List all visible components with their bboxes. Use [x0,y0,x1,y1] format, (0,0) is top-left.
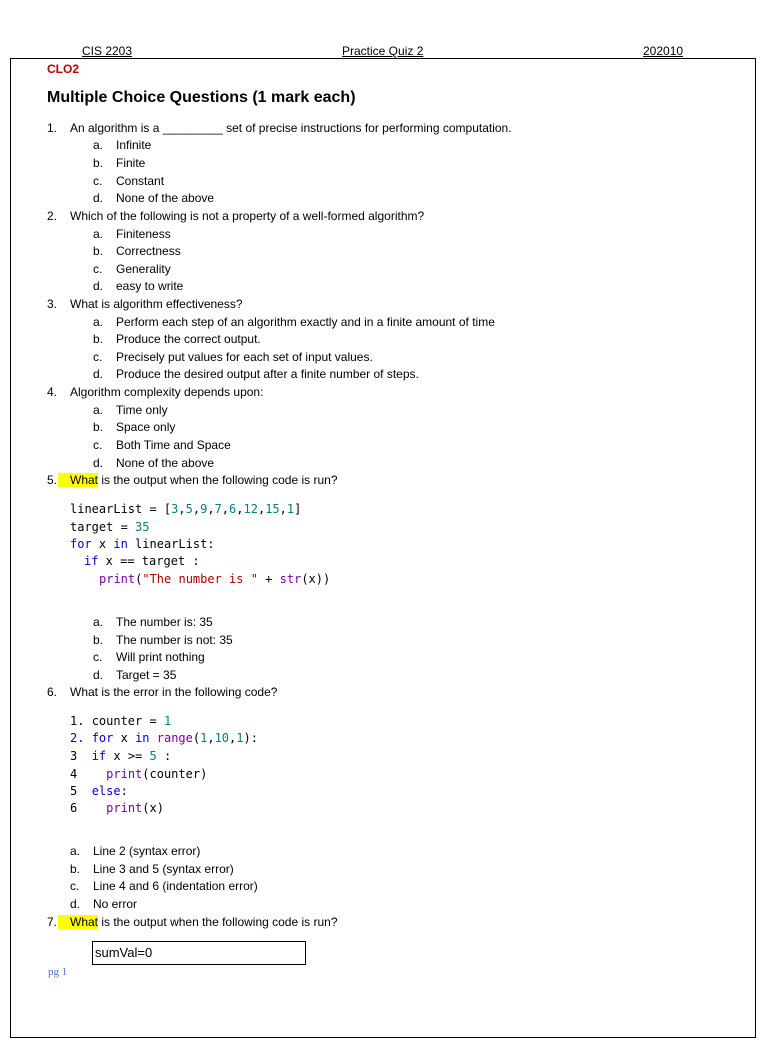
code-token: + [257,572,280,586]
q1-opt-a-letter: a. [93,138,104,152]
code-function: print [99,572,136,586]
code-keyword: in [135,731,150,745]
q5-code-line-2 [70,519,150,535]
code-function: str [279,572,302,586]
code-token: x [91,537,114,551]
code-number: 5 [149,749,157,763]
q3-opt-b-letter: b. [93,332,104,346]
code-token: x >= [106,749,150,763]
header-course: CIS 2203 [82,44,133,58]
q5-code-line-1: linearList = [3,5,9,7,6,12,15,1] [70,502,302,516]
code-number: 12 [243,502,258,516]
q3-opt-a-letter: a. [93,315,104,329]
q3-text: What is algorithm effectiveness? [70,297,243,311]
q5-opt-c: Will print nothing [116,650,205,664]
code-line-number: 1. [70,714,85,728]
code-keyword: for [91,731,114,745]
section-title: Multiple Choice Questions (1 mark each) [47,89,356,106]
code-token: linearList [70,502,143,516]
q1-opt-d-letter: d. [93,191,104,205]
q6-number: 6. [47,685,58,699]
q6-code-line-1 [70,713,171,729]
code-number: 35 [135,520,150,534]
q3-opt-c: Precisely put values for each set of input values. [116,350,373,364]
code-token: linearList: [127,537,215,551]
q2-number: 2. [47,209,58,223]
q3-opt-b: Produce the correct output. [116,332,261,346]
q5-opt-c-letter: c. [93,650,103,664]
q5-opt-d: Target = 35 [116,668,177,682]
q6-opt-c: Line 4 and 6 (indentation error) [93,879,258,893]
q2-opt-d-letter: d. [93,279,104,293]
code-token: (x) [142,801,164,815]
header-term: 202010 [643,44,684,58]
q4-opt-a-letter: a. [93,403,104,417]
code-number: 5 [185,502,193,516]
q3-number: 3. [47,297,58,311]
q1-opt-c: Constant [116,174,165,188]
code-number: 7 [214,502,222,516]
code-token: (x)) [301,572,331,586]
q7-text [58,914,338,930]
q6-code-line-2: 2. for x in range(1,10,1): [70,731,258,745]
code-number: 10 [214,731,230,745]
q1-opt-d: None of the above [116,191,215,205]
code-number: 1 [163,714,172,728]
code-line-number: 2. [70,731,85,745]
q2-opt-a-letter: a. [93,227,104,241]
code-function: print [106,801,143,815]
page-number: pg 1 [48,966,68,978]
header-title: Practice Quiz 2 [342,44,424,58]
code-number: 9 [200,502,208,516]
code-line-number: 3 [70,749,78,763]
q2-opt-d: easy to write [116,279,184,293]
q4-opt-d-letter: d. [93,456,104,470]
q1-opt-a: Infinite [116,138,152,152]
code-keyword: if [84,554,99,568]
q2-opt-c: Generality [116,262,171,276]
q5-code-line-4 [84,553,200,569]
q1-number: 1. [47,121,58,135]
q4-opt-c-letter: c. [93,438,103,452]
code-token: (counter) [142,767,208,781]
q7-code-box: sumVal=0 [92,941,306,965]
q6-opt-d-letter: d. [70,897,81,911]
code-number: 1 [286,502,295,516]
q3-opt-c-letter: c. [93,350,103,364]
code-function: print [106,767,143,781]
q1-opt-b: Finite [116,156,146,170]
q4-opt-d: None of the above [116,456,215,470]
code-number: 3 [171,502,179,516]
q5-opt-b-letter: b. [93,633,104,647]
q5-opt-a: The number is: 35 [116,615,213,629]
code-token: x [113,731,136,745]
q6-text: What is the error in the following code? [70,685,278,699]
q4-text: Algorithm complexity depends upon: [70,385,264,399]
q4-opt-a: Time only [116,403,168,417]
q4-opt-b: Space only [116,420,176,434]
q6-opt-d: No error [93,897,138,911]
q5-opt-d-letter: d. [93,668,104,682]
q6-opt-b-letter: b. [70,862,81,876]
q4-opt-b-letter: b. [93,420,104,434]
q2-text: Which of the following is not a property of a well-formed algorithm? [70,209,425,223]
q6-opt-b: Line 3 and 5 (syntax error) [93,862,234,876]
q5-code-line-5 [99,571,330,587]
q6-code-line-6 [70,800,164,816]
q5-opt-a-letter: a. [93,615,104,629]
code-line-number: 4 [70,767,78,781]
q5-code-line-3 [70,536,215,552]
q6-opt-c-letter: c. [70,879,80,893]
code-line-number: 5 [70,784,78,798]
q4-number: 4. [47,385,58,399]
q5-highlight: What [58,473,98,487]
code-token: target [70,520,114,534]
code-line-number: 6 [70,801,78,815]
q6-code-line-3 [70,748,171,764]
q5-text-rest: is the output when the following code is run? [98,473,338,487]
q6-code-line-4 [70,766,207,782]
q5-text [58,472,338,488]
q3-opt-a: Perform each step of an algorithm exactly and in a finite amount of time [116,315,495,329]
q5-opt-b: The number is not: 35 [116,633,233,647]
code-keyword: in [113,537,128,551]
q2-opt-b-letter: b. [93,244,104,258]
clo-label: CLO2 [47,62,80,76]
code-token: = [113,520,136,534]
q6-opt-a: Line 2 (syntax error) [93,844,201,858]
q5-number: 5. [47,473,58,487]
code-string: "The number is " [142,572,258,586]
q1-text: An algorithm is a _________ set of precise instructions for performing computation. [70,121,512,135]
q4-opt-c: Both Time and Space [116,438,231,452]
q6-code-line-5: 5 else: [70,784,128,798]
code-function: range [149,731,193,745]
code-token: x == target : [98,554,200,568]
code-keyword: for [70,537,92,551]
code-token: = [ [142,502,172,516]
code-number: 1 [200,731,208,745]
q7-text-rest: is the output when the following code is run? [98,915,338,929]
q2-opt-b: Correctness [116,244,181,258]
q3-opt-d: Produce the desired output after a finite number of steps. [116,367,419,381]
code-keyword: if [91,749,107,763]
q7-highlight: What [58,915,98,929]
q1-opt-c-letter: c. [93,174,103,188]
q2-opt-a: Finiteness [116,227,171,241]
code-keyword: else [91,784,121,798]
code-token: : [156,749,172,763]
q2-opt-c-letter: c. [93,262,103,276]
code-token: ( [135,572,143,586]
code-token: counter = [91,714,164,728]
code-number: 15 [265,502,280,516]
q3-opt-d-letter: d. [93,367,104,381]
q6-opt-a-letter: a. [70,844,81,858]
q1-opt-b-letter: b. [93,156,104,170]
code-number: 1 [236,731,244,745]
q7-number: 7. [47,915,58,929]
code-number: 6 [229,502,237,516]
